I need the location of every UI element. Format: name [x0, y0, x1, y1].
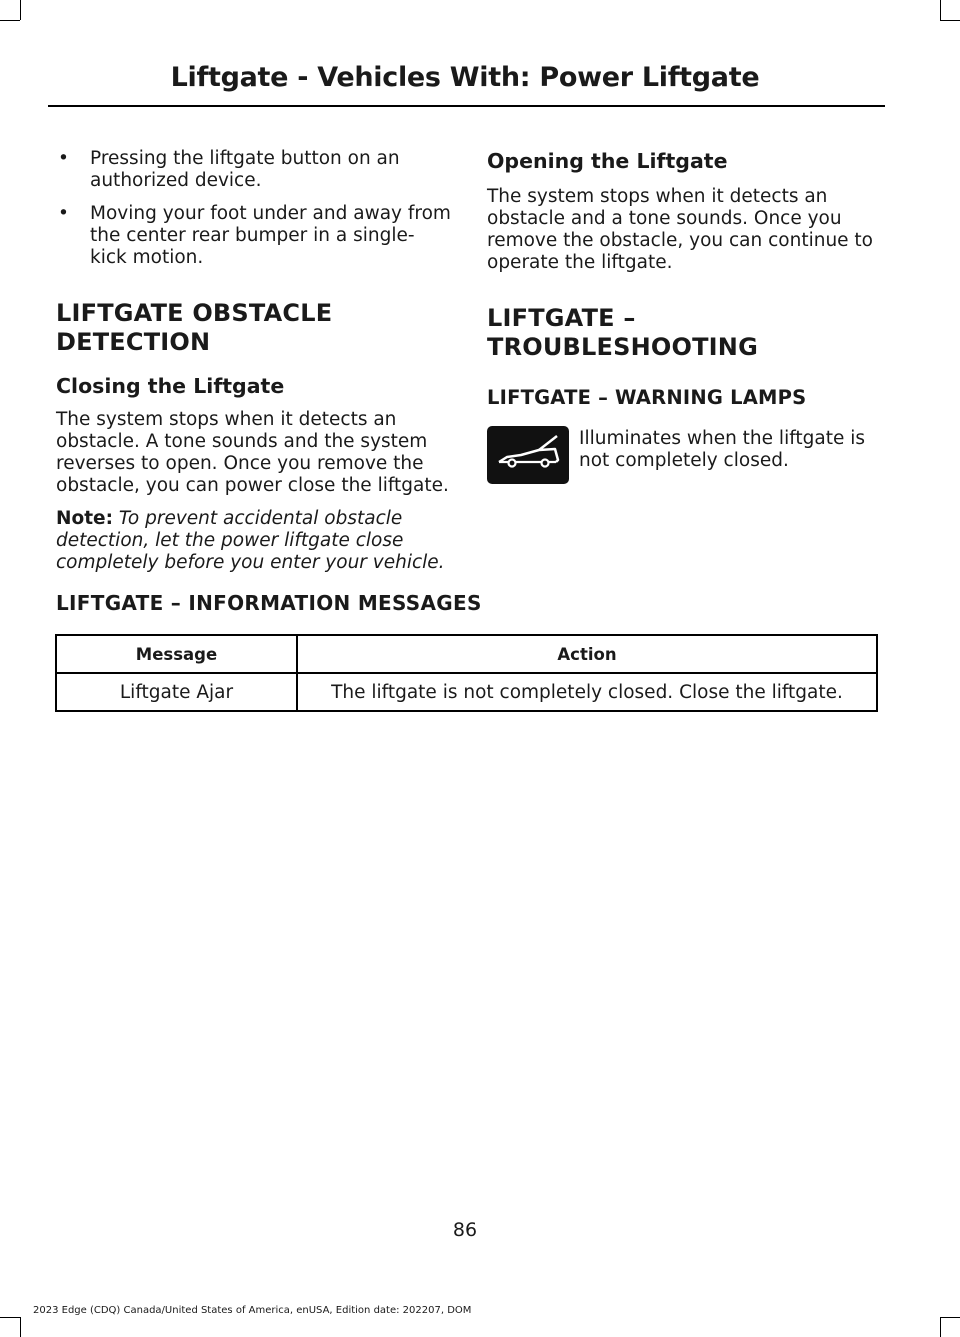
warning-lamps-heading: LIFTGATE – WARNING LAMPS — [487, 386, 807, 409]
table-row — [56, 673, 877, 711]
table-header-row — [56, 635, 877, 673]
liftgate-ajar-warning-lamp-icon — [487, 426, 569, 484]
heading-line: LIFTGATE OBSTACLE — [56, 299, 333, 327]
heading-line: TROUBLESHOOTING — [487, 333, 758, 361]
crop-mark — [0, 1317, 20, 1318]
obstacle-detection-heading — [56, 299, 451, 357]
crop-mark — [940, 1317, 960, 1318]
troubleshooting-heading — [487, 304, 887, 362]
bullet-dot: • — [58, 203, 69, 224]
warning-lamp-row — [487, 426, 887, 486]
crop-mark — [940, 0, 941, 20]
bullet-item — [56, 203, 451, 269]
heading-line: DETECTION — [56, 328, 211, 356]
bullet-text: Moving your foot under and away from the center rear bumper in a single-kick motion. — [90, 203, 451, 268]
warning-lamp-description: Illuminates when the liftgate is not completely closed. — [579, 428, 866, 471]
opening-liftgate-text: The system stops when it detects an obstacle and a tone sounds. Once you remove the obstacle, you can continue to operate the liftgate. — [487, 186, 873, 273]
page-number: 86 — [452, 1219, 478, 1241]
column-header-action: Action — [297, 635, 877, 673]
note-text: To prevent accidental obstacle detection, let the power liftgate close completely before you enter your vehicle. — [56, 508, 445, 573]
action-cell: The liftgate is not completely closed. Close the liftgate. — [297, 673, 877, 711]
heading-line: LIFTGATE – — [487, 304, 636, 332]
information-messages-table — [55, 634, 878, 712]
page-footer: 2023 Edge (CDQ) Canada/United States of America, enUSA, Edition date: 202207, DOM — [33, 1305, 472, 1316]
information-messages-heading: LIFTGATE – INFORMATION MESSAGES — [56, 591, 482, 615]
message-cell: Liftgate Ajar — [56, 673, 297, 711]
crop-mark — [20, 1317, 21, 1337]
bullet-dot: • — [58, 148, 69, 169]
note-paragraph — [56, 508, 451, 574]
bullet-text: Pressing the liftgate button on an authorized device. — [90, 148, 400, 191]
note-label: Note: — [56, 508, 113, 529]
crop-mark — [20, 0, 21, 20]
closing-liftgate-text: The system stops when it detects an obstacle. A tone sounds and the system reverses to open. Once you remove the obstacle, you can power close the liftgate. — [56, 409, 449, 496]
header-divider — [48, 105, 885, 107]
right-column — [487, 148, 887, 486]
bullet-item — [56, 148, 451, 192]
left-column — [56, 148, 451, 574]
closing-liftgate-title: Closing the Liftgate — [56, 374, 285, 398]
opening-liftgate-title: Opening the Liftgate — [487, 149, 728, 173]
crop-mark — [0, 20, 20, 21]
crop-mark — [940, 20, 960, 21]
crop-mark — [940, 1317, 941, 1337]
page-header-title: Liftgate - Vehicles With: Power Liftgate — [170, 62, 760, 93]
column-header-message: Message — [56, 635, 297, 673]
